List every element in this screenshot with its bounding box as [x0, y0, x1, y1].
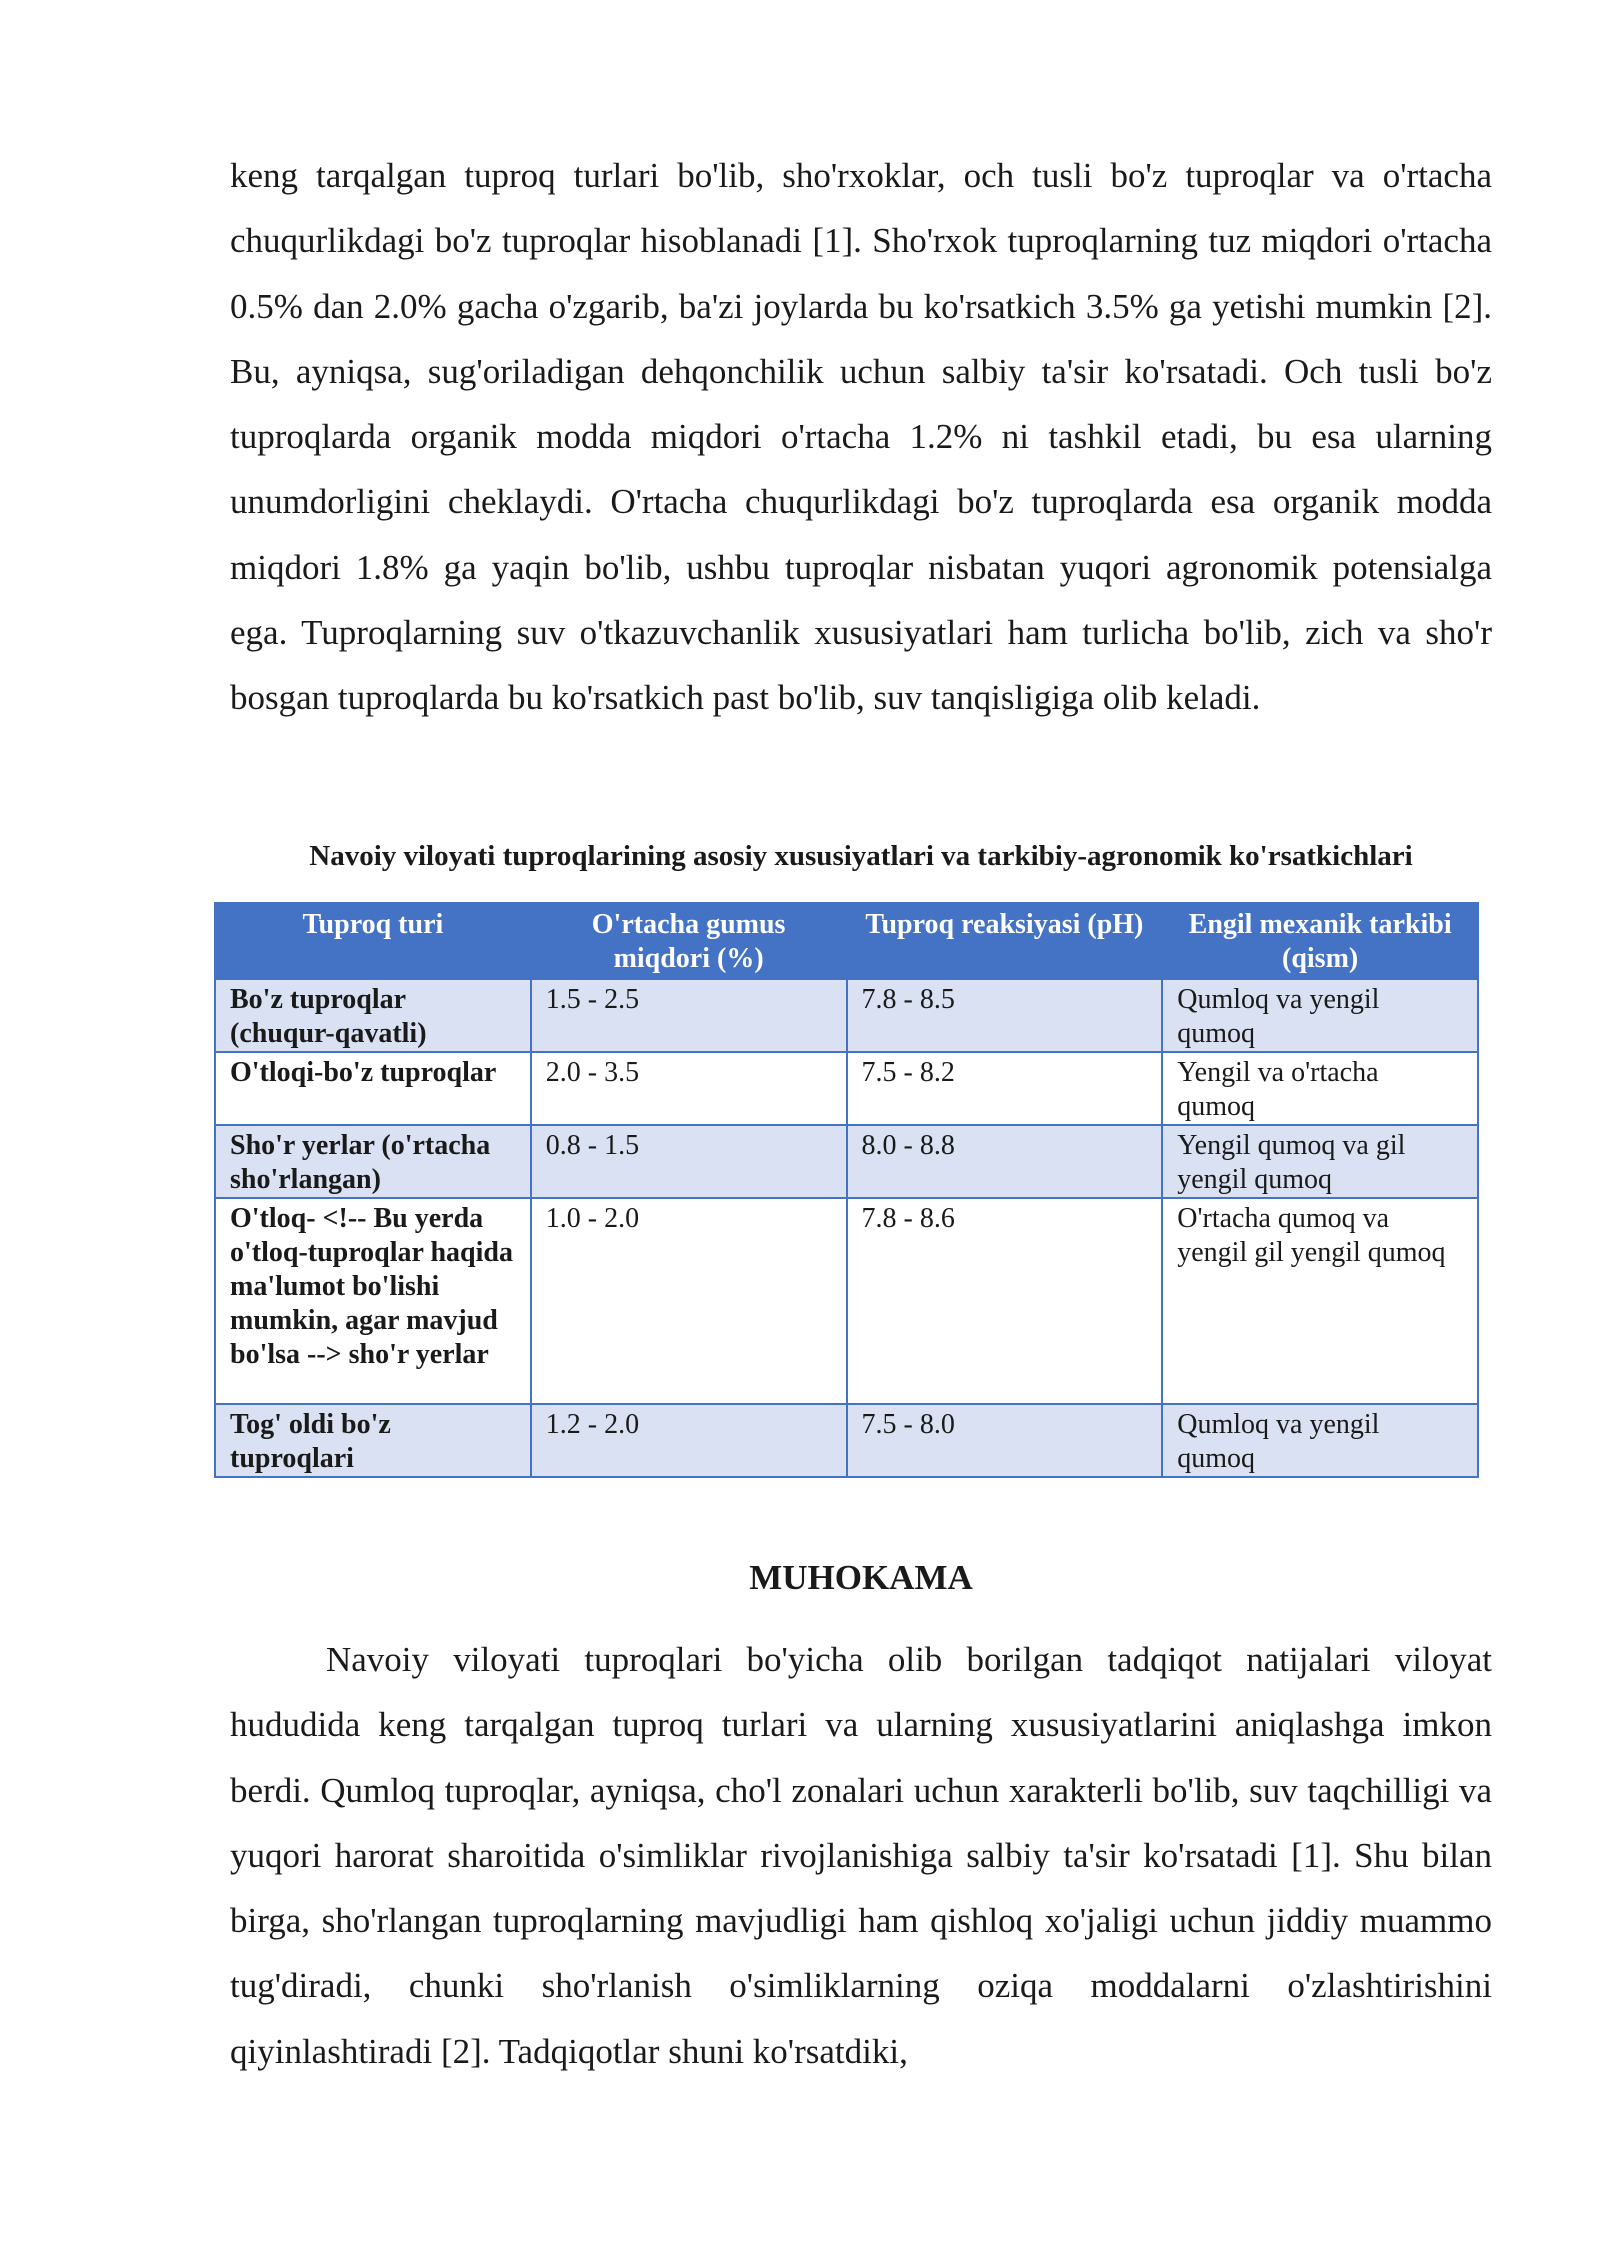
table-cell-texture: Qumloq va yengil qumoq — [1162, 979, 1478, 1052]
table-row — [215, 1052, 1478, 1125]
table-cell-soil-type: O'tloq- <!-- Bu yerda o'tloq-tuproqlar haqida ma'lumot bo'lishi mumkin, agar mavjud bo'lsa --> sho'r yerlar — [215, 1198, 531, 1404]
table-cell-soil-type: Sho'r yerlar (o'rtacha sho'rlangan) — [215, 1125, 531, 1198]
header-texture: Engil mexanik tarkibi (qism) — [1162, 903, 1478, 979]
header-ph: Tuproq reaksiyasi (pH) — [847, 903, 1163, 979]
table-cell-texture: Qumloq va yengil qumoq — [1162, 1404, 1478, 1477]
table-cell-soil-type: Bo'z tuproqlar (chuqur-qavatli) — [215, 979, 531, 1052]
table-cell-texture: O'rtacha qumoq va yengil gil yengil qumoq — [1162, 1198, 1478, 1404]
table-cell-ph: 7.5 - 8.0 — [847, 1404, 1163, 1477]
table-cell-ph: 7.8 - 8.6 — [847, 1198, 1163, 1404]
table-caption: Navoiy viloyati tuproqlarining asosiy xususiyatlari va tarkibiy-agronomik ko'rsatkichlari — [309, 840, 1413, 872]
table-cell-soil-type: Tog' oldi bo'z tuproqlari — [215, 1404, 531, 1477]
table-cell-humus: 1.5 - 2.5 — [531, 979, 847, 1052]
table-row — [215, 1404, 1478, 1477]
table-row — [215, 1198, 1478, 1404]
table-cell-soil-type: O'tloqi-bo'z tuproqlar — [215, 1052, 531, 1125]
body-paragraph-2: Navoiy viloyati tuproqlari bo'yicha olib borilgan tadqiqot natijalari viloyat hududida keng tarqalgan tuproq turlari va ularning xususiyatlarini aniqlashga imkon berdi. Qumloq tuproqlar, ayniqsa, cho'l zonalari uchun xarakterli bo'lib, suv taqchilligi va yuqori harorat sharoitida o'simliklar rivojlanishiga salbiy ta'sir ko'rsatadi [1]. Shu bilan birga, sho'rlangan tuproqlarning mavjudligi ham qishloq xo'jaligi uchun jiddiy muammo tug'diradi, chunki sho'rlanish o'simliklarning oziqa moddalarni o'zlashtirishini qiyinlashtiradi [2]. Tadqiqotlar shuni ko'rsatdiki, — [230, 1640, 1492, 2071]
table-row — [215, 979, 1478, 1052]
table-cell-humus: 1.0 - 2.0 — [531, 1198, 847, 1404]
table-cell-texture: Yengil va o'rtacha qumoq — [1162, 1052, 1478, 1125]
table-cell-texture: Yengil qumoq va gil yengil qumoq — [1162, 1125, 1478, 1198]
table-cell-humus: 1.2 - 2.0 — [531, 1404, 847, 1477]
table-cell-humus: 2.0 - 3.5 — [531, 1052, 847, 1125]
table-header-row — [215, 903, 1478, 979]
table-row — [215, 1125, 1478, 1198]
table-cell-ph: 7.5 - 8.2 — [847, 1052, 1163, 1125]
table-cell-humus: 0.8 - 1.5 — [531, 1125, 847, 1198]
table-cell-ph: 7.8 - 8.5 — [847, 979, 1163, 1052]
table-cell-ph: 8.0 - 8.8 — [847, 1125, 1163, 1198]
section-heading: MUHOKAMA — [749, 1558, 973, 1597]
body-paragraph-1: keng tarqalgan tuproq turlari bo'lib, sho'rxoklar, och tusli bo'z tuproqlar va o'rtacha chuqurlikdagi bo'z tuproqlar hisoblanadi [1]. Sho'rxok tuproqlarning tuz miqdori o'rtacha 0.5% dan 2.0% gacha o'zgarib, ba'zi joylarda bu ko'rsatkich 3.5% ga yetishi mumkin [2]. Bu, ayniqsa, sug'oriladigan dehqonchilik uchun salbiy ta'sir ko'rsatadi. Och tusli bo'z tuproqlarda organik modda miqdori o'rtacha 1.2% ni tashkil etadi, bu esa ularning unumdorligini cheklaydi. O'rtacha chuqurlikdagi bo'z tuproqlarda esa organik modda miqdori 1.8% ga yaqin bo'lib, ushbu tuproqlar nisbatan yuqori agronomik potensialga ega. Tuproqlarning suv o'tkazuvchanlik xususiyatlari ham turlicha bo'lib, zich va sho'r bosgan tuproqlarda bu ko'rsatkich past bo'lib, suv tanqisligiga olib keladi. — [230, 156, 1492, 718]
header-humus: O'rtacha gumus miqdori (%) — [531, 903, 847, 979]
header-soil-type: Tuproq turi — [215, 903, 531, 979]
soil-properties-table — [214, 902, 1479, 1478]
